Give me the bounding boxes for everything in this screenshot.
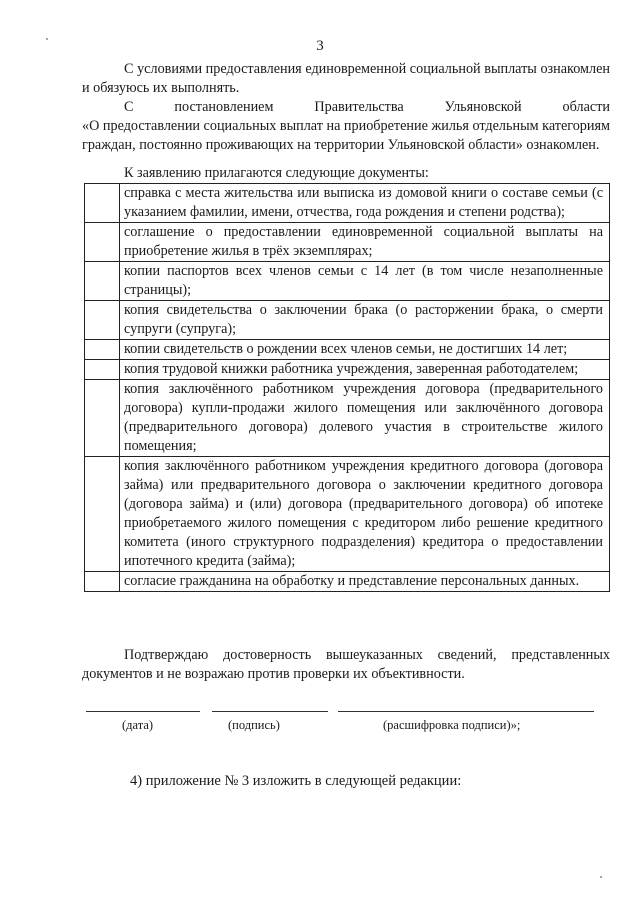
table-row bbox=[85, 262, 610, 301]
documents-table bbox=[84, 183, 610, 592]
document-item: копия свидетельства о заключении брака (о расторжении брака, о смерти супруги (супруга); bbox=[120, 301, 610, 340]
signature-label: (подпись) bbox=[228, 718, 280, 732]
table-row bbox=[85, 223, 610, 262]
table-row bbox=[85, 301, 610, 340]
date-line[interactable] bbox=[86, 711, 200, 712]
resolution-paragraph-line1: С постановлением Правительства Ульяновской области bbox=[124, 99, 610, 115]
checkbox-cell[interactable] bbox=[85, 301, 120, 340]
document-item: копия заключённого работником учреждения кредитного договора (договора займа) или предварительного договора о заключении кредитного договора (договора займа) и (или) договора (предварительного договора) об ипотеке приобретаемого жилого помещения с кредитором либо решение кредитного комитета (иного структурного подразделения) кредитора о предоставлении ипотечного кредита (займа); bbox=[120, 457, 610, 572]
checkbox-cell[interactable] bbox=[85, 223, 120, 262]
page-number: 3 bbox=[316, 38, 324, 54]
signature-line[interactable] bbox=[212, 711, 328, 712]
table-row bbox=[85, 572, 610, 592]
table-row bbox=[85, 380, 610, 457]
document-item: согласие гражданина на обработку и представление персональных данных. bbox=[120, 572, 610, 592]
resolution-paragraph-rest: «О предоставлении социальных выплат на приобретение жилья отдельным категориям граждан, постоянно проживающих на территории Ульяновской области» ознакомлен. bbox=[82, 118, 610, 153]
document-item: соглашение о предоставлении единовременной социальной выплаты на приобретение жилья в трёх экземплярах; bbox=[120, 223, 610, 262]
checkbox-cell[interactable] bbox=[85, 360, 120, 380]
item-4-text: 4) приложение № 3 изложить в следующей редакции: bbox=[130, 773, 462, 789]
scan-speck bbox=[600, 876, 602, 878]
document-item: справка с места жительства или выписка из домовой книги о составе семьи (с указанием фамилии, имени, отчества, года рождения и степени родства); bbox=[120, 184, 610, 223]
date-label: (дата) bbox=[122, 718, 154, 732]
checkbox-cell[interactable] bbox=[85, 457, 120, 572]
table-row bbox=[85, 457, 610, 572]
checkbox-cell[interactable] bbox=[85, 262, 120, 301]
table-row bbox=[85, 184, 610, 223]
document-item: копия заключённого работником учреждения договора (предварительного договора) купли-продажи жилого помещения или заключённого договора (предварительного договора) долевого участия в строительстве жилого помещения; bbox=[120, 380, 610, 457]
signature-decode-line[interactable] bbox=[338, 711, 594, 712]
document-item: копия трудовой книжки работника учреждения, заверенная работодателем; bbox=[120, 360, 610, 380]
document-item: копии свидетельств о рождении всех членов семьи, не достигших 14 лет; bbox=[120, 340, 610, 360]
table-row bbox=[85, 340, 610, 360]
table-row bbox=[85, 360, 610, 380]
conditions-paragraph: С условиями предоставления единовременной социальной выплаты ознакомлен и обязуюсь их выполнять. bbox=[82, 61, 610, 96]
checkbox-cell[interactable] bbox=[85, 340, 120, 360]
confirmation-paragraph: Подтверждаю достоверность вышеуказанных сведений, представленных документов и не возражаю против проверки их объективности. bbox=[82, 647, 610, 682]
attached-documents-header: К заявлению прилагаются следующие документы: bbox=[124, 165, 429, 181]
signature-decode-label: (расшифровка подписи)»; bbox=[383, 718, 521, 732]
document-item: копии паспортов всех членов семьи с 14 лет (в том числе незаполненные страницы); bbox=[120, 262, 610, 301]
checkbox-cell[interactable] bbox=[85, 380, 120, 457]
checkbox-cell[interactable] bbox=[85, 572, 120, 592]
checkbox-cell[interactable] bbox=[85, 184, 120, 223]
